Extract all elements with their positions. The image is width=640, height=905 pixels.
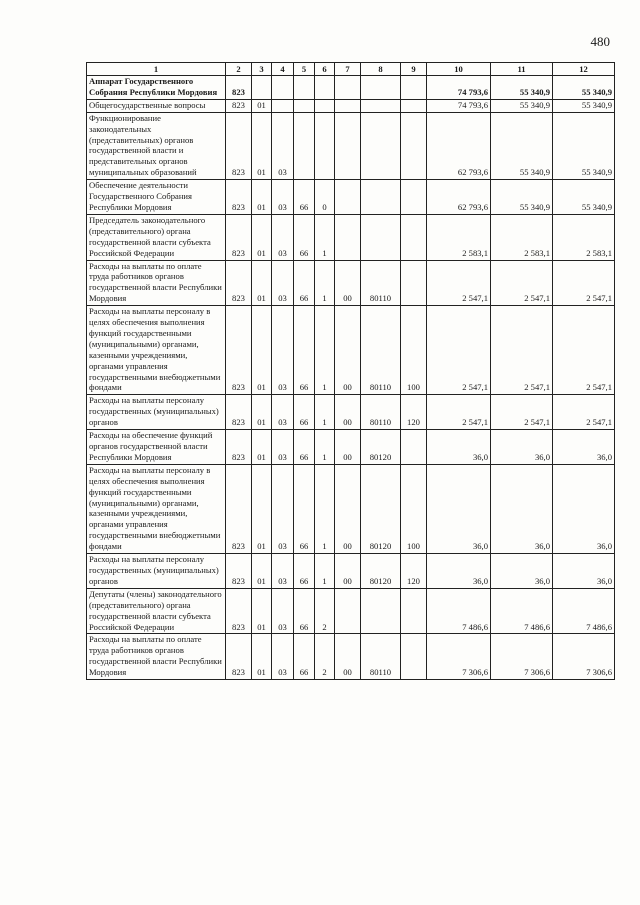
amount-col10-cell: 2 547,1: [427, 260, 491, 306]
subprogram-code-cell: [315, 76, 335, 100]
column-header: 5: [294, 63, 315, 76]
expense-type-cell: [401, 260, 427, 306]
amount-col12-cell: 7 306,6: [553, 634, 615, 680]
subprogram-code-cell: 1: [315, 464, 335, 553]
subprogram-code-cell: 1: [315, 214, 335, 260]
event-code-cell: 00: [335, 395, 361, 430]
table-row: [87, 99, 615, 112]
program-code-cell: 66: [294, 180, 315, 215]
column-header: 11: [491, 63, 553, 76]
amount-col10-cell: 74 793,6: [427, 99, 491, 112]
amount-col10-cell: 62 793,6: [427, 180, 491, 215]
amount-col11-cell: 7 486,6: [491, 588, 553, 634]
column-header: 1: [87, 63, 226, 76]
expense-type-cell: [401, 76, 427, 100]
amount-col11-cell: 2 547,1: [491, 306, 553, 395]
program-code-cell: 66: [294, 464, 315, 553]
section-code-cell: 01: [252, 214, 272, 260]
expense-type-cell: [401, 180, 427, 215]
subsection-code-cell: 03: [272, 112, 294, 179]
amount-col10-cell: 74 793,6: [427, 76, 491, 100]
subsection-code-cell: [272, 99, 294, 112]
chapter-code-cell: 823: [226, 430, 252, 465]
expense-type-cell: 120: [401, 554, 427, 589]
subsection-code-cell: 03: [272, 430, 294, 465]
expense-direction-cell: 80120: [361, 430, 401, 465]
expense-type-cell: [401, 588, 427, 634]
section-code-cell: 01: [252, 464, 272, 553]
event-code-cell: 00: [335, 554, 361, 589]
chapter-code-cell: 823: [226, 588, 252, 634]
amount-col11-cell: 2 583,1: [491, 214, 553, 260]
expense-type-cell: [401, 112, 427, 179]
column-header: 12: [553, 63, 615, 76]
table-row: [87, 76, 615, 100]
table-row: [87, 395, 615, 430]
subsection-code-cell: 03: [272, 180, 294, 215]
amount-col11-cell: 2 547,1: [491, 395, 553, 430]
expense-direction-cell: [361, 99, 401, 112]
section-code-cell: 01: [252, 395, 272, 430]
amount-col10-cell: 36,0: [427, 464, 491, 553]
amount-col12-cell: 55 340,9: [553, 112, 615, 179]
expense-direction-cell: 80110: [361, 306, 401, 395]
amount-col11-cell: 36,0: [491, 430, 553, 465]
subprogram-code-cell: 1: [315, 395, 335, 430]
section-code-cell: 01: [252, 180, 272, 215]
section-code-cell: 01: [252, 260, 272, 306]
row-name-cell: Депутаты (члены) законодательного (представительного) органа государственной власти субъекта Российской Федерации: [87, 588, 226, 634]
chapter-code-cell: 823: [226, 554, 252, 589]
amount-col10-cell: 36,0: [427, 430, 491, 465]
event-code-cell: 00: [335, 306, 361, 395]
row-name-cell: Председатель законодательного (представительного) органа государственной власти субъекта Российской Федерации: [87, 214, 226, 260]
program-code-cell: 66: [294, 395, 315, 430]
amount-col12-cell: 55 340,9: [553, 180, 615, 215]
expense-type-cell: 100: [401, 306, 427, 395]
amount-col10-cell: 2 547,1: [427, 395, 491, 430]
program-code-cell: [294, 99, 315, 112]
subprogram-code-cell: 0: [315, 180, 335, 215]
table-row: [87, 214, 615, 260]
program-code-cell: 66: [294, 554, 315, 589]
section-code-cell: 01: [252, 588, 272, 634]
amount-col11-cell: 36,0: [491, 554, 553, 589]
chapter-code-cell: 823: [226, 112, 252, 179]
expense-direction-cell: 80110: [361, 260, 401, 306]
expense-direction-cell: [361, 180, 401, 215]
expense-direction-cell: 80110: [361, 634, 401, 680]
expense-type-cell: [401, 634, 427, 680]
subprogram-code-cell: 2: [315, 588, 335, 634]
amount-col12-cell: 2 547,1: [553, 260, 615, 306]
row-name-cell: Расходы на выплаты персоналу в целях обеспечения выполнения функций государственными (муниципальными) органами, казенными учреждениями, органами управления государственными внебюджетными фондами: [87, 464, 226, 553]
row-name-cell: Расходы на обеспечение функций органов государственной власти Республики Мордовия: [87, 430, 226, 465]
amount-col11-cell: 55 340,9: [491, 76, 553, 100]
table-row: [87, 180, 615, 215]
expense-direction-cell: 80120: [361, 464, 401, 553]
table-row: [87, 464, 615, 553]
event-code-cell: 00: [335, 430, 361, 465]
amount-col11-cell: 55 340,9: [491, 99, 553, 112]
amount-col11-cell: 7 306,6: [491, 634, 553, 680]
program-code-cell: [294, 112, 315, 179]
section-code-cell: 01: [252, 306, 272, 395]
amount-col10-cell: 36,0: [427, 554, 491, 589]
chapter-code-cell: 823: [226, 634, 252, 680]
amount-col12-cell: 7 486,6: [553, 588, 615, 634]
section-code-cell: [252, 76, 272, 100]
amount-col12-cell: 36,0: [553, 464, 615, 553]
event-code-cell: 00: [335, 260, 361, 306]
chapter-code-cell: 823: [226, 180, 252, 215]
header-row: [87, 63, 615, 76]
column-header: 10: [427, 63, 491, 76]
section-code-cell: 01: [252, 112, 272, 179]
program-code-cell: 66: [294, 306, 315, 395]
subsection-code-cell: 03: [272, 464, 294, 553]
row-name-cell: Обеспечение деятельности Государственного Собрания Республики Мордовия: [87, 180, 226, 215]
subprogram-code-cell: 1: [315, 430, 335, 465]
chapter-code-cell: 823: [226, 395, 252, 430]
chapter-code-cell: 823: [226, 214, 252, 260]
amount-col10-cell: 7 486,6: [427, 588, 491, 634]
event-code-cell: [335, 112, 361, 179]
row-name-cell: Расходы на выплаты персоналу государственных (муниципальных) органов: [87, 395, 226, 430]
subsection-code-cell: 03: [272, 395, 294, 430]
amount-col10-cell: 62 793,6: [427, 112, 491, 179]
budget-table: [86, 62, 615, 680]
column-header: 3: [252, 63, 272, 76]
chapter-code-cell: 823: [226, 260, 252, 306]
amount-col12-cell: 55 340,9: [553, 99, 615, 112]
amount-col11-cell: 55 340,9: [491, 112, 553, 179]
subsection-code-cell: [272, 76, 294, 100]
amount-col11-cell: 36,0: [491, 464, 553, 553]
event-code-cell: [335, 214, 361, 260]
expense-type-cell: [401, 99, 427, 112]
event-code-cell: 00: [335, 464, 361, 553]
subsection-code-cell: 03: [272, 306, 294, 395]
row-name-cell: Функционирование законодательных (представительных) органов государственной власти и представительных органов муниципальных образований: [87, 112, 226, 179]
subsection-code-cell: 03: [272, 588, 294, 634]
row-name-cell: Расходы на выплаты персоналу в целях обеспечения выполнения функций государственными (муниципальными) органами, казенными учреждениями, органами управления государственными внебюджетными фондами: [87, 306, 226, 395]
program-code-cell: [294, 76, 315, 100]
table-row: [87, 554, 615, 589]
row-name-cell: Общегосударственные вопросы: [87, 99, 226, 112]
program-code-cell: 66: [294, 634, 315, 680]
row-name-cell: Аппарат Государственного Собрания Республики Мордовия: [87, 76, 226, 100]
expense-direction-cell: 80120: [361, 554, 401, 589]
table-row: [87, 430, 615, 465]
amount-col10-cell: 2 583,1: [427, 214, 491, 260]
amount-col12-cell: 2 583,1: [553, 214, 615, 260]
subprogram-code-cell: 1: [315, 260, 335, 306]
table-row: [87, 306, 615, 395]
event-code-cell: [335, 99, 361, 112]
amount-col12-cell: 36,0: [553, 430, 615, 465]
page-number: 480: [590, 34, 610, 49]
subsection-code-cell: 03: [272, 634, 294, 680]
column-header: 4: [272, 63, 294, 76]
table-row: [87, 260, 615, 306]
expense-direction-cell: [361, 76, 401, 100]
chapter-code-cell: 823: [226, 76, 252, 100]
column-header: 7: [335, 63, 361, 76]
amount-col10-cell: 2 547,1: [427, 306, 491, 395]
subprogram-code-cell: 1: [315, 554, 335, 589]
event-code-cell: [335, 76, 361, 100]
table-row: [87, 588, 615, 634]
column-header: 9: [401, 63, 427, 76]
subsection-code-cell: 03: [272, 260, 294, 306]
subsection-code-cell: 03: [272, 214, 294, 260]
row-name-cell: Расходы на выплаты персоналу государственных (муниципальных) органов: [87, 554, 226, 589]
column-header: 2: [226, 63, 252, 76]
table-row: [87, 112, 615, 179]
chapter-code-cell: 823: [226, 99, 252, 112]
program-code-cell: 66: [294, 430, 315, 465]
section-code-cell: 01: [252, 99, 272, 112]
expense-type-cell: 100: [401, 464, 427, 553]
table-row: [87, 634, 615, 680]
subprogram-code-cell: [315, 99, 335, 112]
subprogram-code-cell: 2: [315, 634, 335, 680]
expense-type-cell: 120: [401, 395, 427, 430]
subprogram-code-cell: [315, 112, 335, 179]
program-code-cell: 66: [294, 588, 315, 634]
chapter-code-cell: 823: [226, 306, 252, 395]
event-code-cell: [335, 588, 361, 634]
program-code-cell: 66: [294, 214, 315, 260]
expense-direction-cell: [361, 214, 401, 260]
expense-direction-cell: [361, 112, 401, 179]
section-code-cell: 01: [252, 430, 272, 465]
event-code-cell: 00: [335, 634, 361, 680]
section-code-cell: 01: [252, 554, 272, 589]
expense-type-cell: [401, 430, 427, 465]
expense-direction-cell: [361, 588, 401, 634]
column-header: 6: [315, 63, 335, 76]
program-code-cell: 66: [294, 260, 315, 306]
amount-col12-cell: 2 547,1: [553, 395, 615, 430]
column-header: 8: [361, 63, 401, 76]
event-code-cell: [335, 180, 361, 215]
amount-col12-cell: 36,0: [553, 554, 615, 589]
section-code-cell: 01: [252, 634, 272, 680]
expense-direction-cell: 80110: [361, 395, 401, 430]
amount-col12-cell: 55 340,9: [553, 76, 615, 100]
expense-type-cell: [401, 214, 427, 260]
chapter-code-cell: 823: [226, 464, 252, 553]
row-name-cell: Расходы на выплаты по оплате труда работников органов государственной власти Республики Мордовия: [87, 260, 226, 306]
subsection-code-cell: 03: [272, 554, 294, 589]
subprogram-code-cell: 1: [315, 306, 335, 395]
amount-col10-cell: 7 306,6: [427, 634, 491, 680]
amount-col11-cell: 2 547,1: [491, 260, 553, 306]
amount-col12-cell: 2 547,1: [553, 306, 615, 395]
amount-col11-cell: 55 340,9: [491, 180, 553, 215]
row-name-cell: Расходы на выплаты по оплате труда работников органов государственной власти Республики Мордовия: [87, 634, 226, 680]
